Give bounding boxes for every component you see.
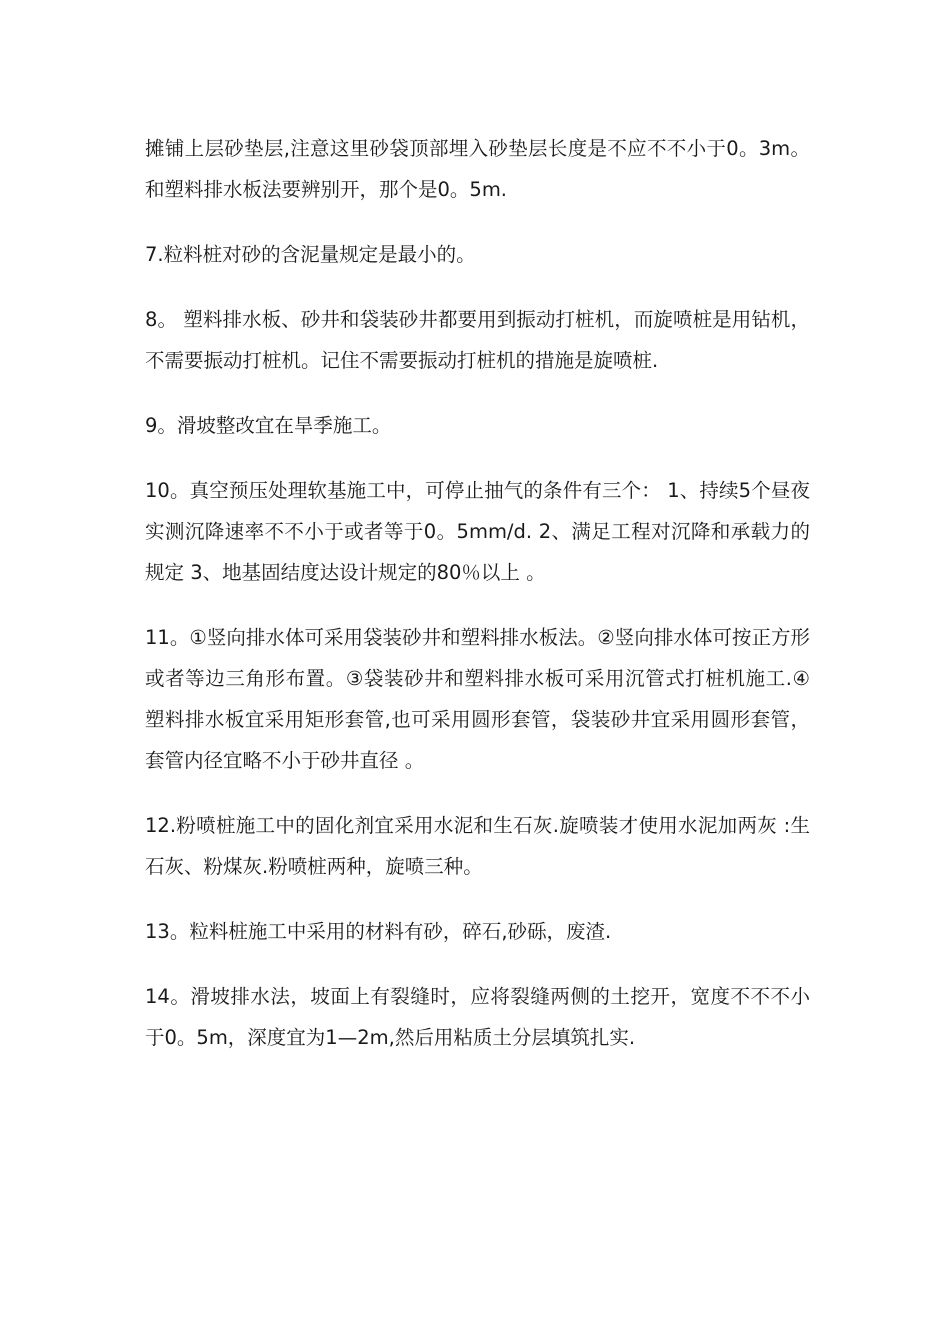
paragraph-13: 13。粒料桩施工中采用的材料有砂，碎石,砂砾，废渣. [145, 920, 612, 943]
paragraph-14: 14。滑坡排水法，坡面上有裂缝时，应将裂缝两侧的土挖开，宽度不不不小于0。5m，深度宜为1—2m,然后用粘质土分层填筑扎实. [145, 985, 810, 1049]
paragraph-12: 12.粉喷桩施工中的固化剂宜采用水泥和生石灰.旋喷装才使用水泥加两灰 :生石灰、粉煤灰.粉喷桩两种，旋喷三种。 [145, 814, 810, 878]
paragraph-8: 8。 塑料排水板、砂井和袋装砂井都要用到振动打桩机，而旋喷桩是用钻机，不需要振动打桩机。记住不需要振动打桩机的措施是旋喷桩. [145, 308, 810, 372]
paragraph-11: 11。①竖向排水体可采用袋装砂井和塑料排水板法。②竖向排水体可按正方形或者等边三角形布置。③袋装砂井和塑料排水板可采用沉管式打桩机施工.④塑料排水板宜采用矩形套管,也可采用圆形套管，袋装砂井宜采用圆形套管，套管内径宜略不小于砂井直径 。 [145, 626, 810, 772]
document-body [145, 128, 810, 1082]
paragraph-7: 7.粒料桩对砂的含泥量规定是最小的。 [145, 243, 476, 266]
paragraph-sand-cushion: 摊铺上层砂垫层,注意这里砂袋顶部埋入砂垫层长度是不应不不小于0。3m。和塑料排水板法要辨别开，那个是0。5m. [145, 137, 810, 201]
paragraph-10: 10。真空预压处理软基施工中，可停止抽气的条件有三个： 1、持续5个昼夜实测沉降速率不不小于或者等于0。5mm/d. 2、满足工程对沉降和承载力的规定 3、地基固结度达设计规定的80％以上 。 [145, 479, 810, 584]
paragraph-9: 9。滑坡整改宜在旱季施工。 [145, 414, 392, 437]
